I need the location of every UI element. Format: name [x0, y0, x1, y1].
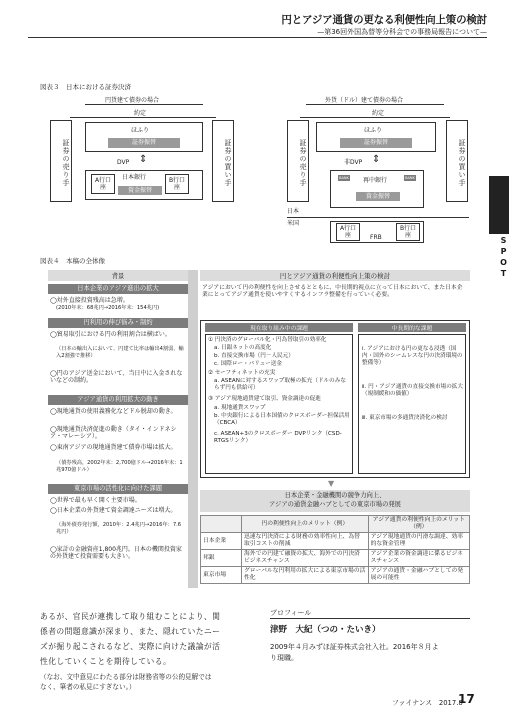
fig4-section-heading-2: 円利用の伸び悩み・制約	[48, 318, 188, 328]
table-row	[201, 567, 470, 584]
fig3-left-dvp-arrow-icon: ⇕	[139, 154, 148, 165]
fig3-frb: FRB	[370, 234, 382, 241]
fig4-current-item-8: b. 中央銀行による日本国債のクロスボーダー担保活用（CBCA）	[214, 413, 350, 426]
table-header-row	[201, 516, 470, 533]
table-row	[201, 550, 470, 567]
fig4-bottom-header-1: 日本企業・金融機関の競争力向上、	[284, 492, 386, 499]
figure4-title: 図表４ 本稿の全体像	[40, 257, 105, 265]
body-note-2: なく、筆者の私見にすぎない。）	[40, 683, 136, 691]
fig3-left-fund-transfer: 資金振替	[118, 186, 162, 195]
table-corner	[201, 516, 242, 533]
fig3-right-b-acct: B行口座	[396, 223, 420, 241]
fig3-right-bank-icon-left: BANK	[339, 176, 349, 180]
fig3-right-hofuri: ほふり	[364, 127, 383, 134]
fig4-long-item-1: ⅱ. 円・アジア通貨の直接交換市場の拡大（規制緩和の価値）	[362, 384, 463, 398]
table-cell: 迅速な円決済による財務の効率性向上、為替取引コストの削減	[242, 533, 369, 550]
fig4-section3-item2: ◯現地通貨決済促進の動き（タイ・インドネシア・マレーシア）。	[50, 426, 177, 441]
fig3-border-line	[287, 217, 469, 218]
figure3-title: 図表３ 日本における証券決済	[40, 83, 131, 91]
fig3-right-transfer: 証券振替	[340, 138, 412, 148]
footer-magazine: ファイナンス 2017.8	[392, 699, 463, 707]
fig4-current-item-3: c. 国際ロー・バリュー送金	[214, 361, 282, 367]
fig4-section2-item1: ◯貿易取引における円の利用割合は横ばい。	[50, 331, 171, 338]
fig3-left-b-acct: B行口座	[165, 174, 189, 194]
table-row-label: 東京市場	[201, 567, 242, 584]
fig4-down-arrow-icon: ▼	[328, 479, 335, 488]
fig4-policy-header: 円とアジア通貨の利便性向上策の検討	[200, 270, 470, 281]
body-note-1: （なお、文中意見にわたる部分は財務省等の公的見解では	[40, 673, 212, 681]
fig4-section4-item3: ◯家計の金融資産1,800兆円。日本の機関投資家の外貨建て投資需要も大きい。	[50, 546, 182, 561]
fig4-long-header: 中長期的な課題	[358, 323, 466, 332]
fig4-section3-item3: ◯東南アジアの現地通貨建て債券市場は拡大。	[50, 444, 177, 451]
fig4-section3-item1: ◯現地通貨の使用義務化などドル脱却の動き。	[50, 408, 177, 415]
page-subtitle: —第36回外国為替等分科会での事務局報告について—	[317, 28, 487, 36]
header-rule	[28, 37, 487, 38]
fig3-right-contract: 約定	[372, 110, 385, 117]
table-col2-header: アジア通貨の利便性向上のメリット（例）	[368, 516, 469, 533]
fig3-right-non-dvp: 非DVP	[344, 159, 363, 166]
fig4-long-item-2: ⅲ. 東京市場の多通貨決済化の検討	[362, 415, 448, 421]
profile-bio-1: 2009年４月みずほ証券株式会社入社。2016年８月よ	[270, 643, 439, 651]
fig4-section4-item2-sub: （海外債券発行額，2010年：2.4兆円→2016年：7.6兆円）	[56, 522, 182, 535]
fig4-section-heading-4: 東京市場の活性化に向けた課題	[48, 484, 188, 494]
fig3-right-contract-arrow	[300, 117, 450, 118]
fig4-bottom-header-2: アジアの通貨金融ハブとしての東京市場の発展	[269, 501, 401, 508]
table-row-label: 邦銀	[201, 550, 242, 567]
fig4-section-heading-3: アジア通貨の利用拡大の動き	[48, 395, 188, 405]
fig3-left-boj: 日本銀行	[122, 174, 147, 181]
table-row-label: 日本企業	[201, 533, 242, 550]
fig4-current-item-1: a. 日銀ネットの高度化	[214, 345, 272, 351]
fig3-right-buyer: 証券の買い手	[446, 120, 468, 202]
fig3-usa-label: 米国	[287, 220, 300, 227]
table-cell: アジアの通貨・金融ハブとしての発展の可能性	[368, 567, 469, 584]
fig3-left-seller: 証券の売り手	[50, 120, 72, 202]
fig3-right-bank-icon-right: BANK	[405, 176, 415, 180]
fig3-left-buyer: 証券の買い手	[212, 120, 234, 202]
fig4-section2-item1-sub: （日本の輸出入において、円建て比率は輸出4割弱、輸入2割強で推移）	[56, 346, 184, 359]
table-col1-header: 円の利便性向上のメリット（例）	[242, 516, 369, 533]
fig4-current-item-6: ③ アジア現地通貨建て取引、資金調達の促進	[208, 396, 321, 402]
table-cell: アジア現地通貨の円滑な調達、効率的な資金管理	[368, 533, 469, 550]
fig4-current-header: 現在取り組み中の課題	[205, 323, 353, 332]
fig4-current-item-7: a. 現地通貨スワップ	[214, 405, 266, 411]
fig3-japan-label: 日本	[287, 208, 300, 215]
fig4-section3-item3-sub: （債券残高，2002年末：2,700億ドル→2016年末：1兆970億ドル）	[56, 460, 183, 473]
body-line-2: 係者の問題意識が深まり、また、隠れていたニー	[40, 627, 221, 636]
profile-name: 津野 大紀（つの・たいき）	[270, 625, 381, 635]
fig3-right-dvp-arrow-icon: ⇕	[372, 154, 381, 165]
fig4-current-item-0: ① 円決済のグローバル化・円為替取引の効率化	[208, 337, 327, 343]
fig3-left-dvp: DVP	[117, 159, 130, 166]
fig4-current-item-4: ② セーフティネットの充実	[208, 370, 276, 376]
fig3-right-agent-bank: 再中銀行	[363, 177, 388, 184]
fig4-current-item-9: c. ASEAN+3のクロスボーダー DVPリンク（CSD-RTGSリンク）	[214, 431, 342, 444]
table-row	[201, 533, 470, 550]
fig3-right-seller: 証券の売り手	[287, 120, 309, 202]
fig3-left-hofuri: ほふり	[131, 127, 150, 134]
fig4-section1-item1-sub: (2010年末：68兆円→2016年末：154兆円)	[56, 305, 160, 311]
profile-label: プロフィール	[270, 609, 312, 617]
fig4-current-item-5: a. ASEANに対するスワップ取極の拡充（ドルのみならず円も供給可）	[214, 378, 346, 391]
fig4-long-item-0: ⅰ. アジアにおける円の更なる浸透（国内・国外のシームレスな円の決済環境の整備等）	[362, 346, 463, 367]
fig3-right-a-acct: A行口座	[336, 223, 360, 241]
fig4-section-heading-1: 日本企業のアジア進出の拡大	[48, 284, 188, 294]
fig4-policy-intro: アジアにおいて円の利便性を向上させるとともに、中長期的視点に立って日本において、また日本企業にとってアジア通貨を使いやすくするインフラ整備を行っていく必要。	[202, 285, 463, 299]
table-cell: グローバルな円利用の拡大による東京市場の活性化	[242, 567, 369, 584]
fig3-right-heading: 外貨（ドル）建て債券の場合	[325, 97, 404, 104]
fig3-left-contract-arrow	[70, 117, 216, 118]
fig4-flow-arrow	[188, 270, 198, 588]
table-cell: アジア企業の資金調達に係るビジネスチャンス	[368, 550, 469, 567]
side-tab-label: SPOT	[499, 236, 508, 280]
body-line-1: あるが、官民が連携して取り組むことにより、関	[40, 612, 221, 621]
side-tab-bar	[489, 176, 509, 234]
fig4-section2-item2: ◯円のアジア送金において、当日中に入金されないなどの制約。	[50, 370, 183, 385]
body-line-3: ズが掘り起こされるなど、実際に向けた議論が活	[40, 642, 221, 651]
profile-rule	[270, 618, 470, 619]
fig3-right-fund-transfer: 資金振替	[356, 192, 400, 201]
fig3-left-heading: 円貨建て債券の場合	[105, 97, 160, 104]
profile-bio-2: り現職。	[270, 654, 298, 662]
fig3-left-heading-rule	[85, 104, 203, 105]
fig3-left-a-acct: A行口座	[91, 174, 115, 194]
fig3-left-contract: 約定	[134, 110, 147, 117]
fig4-section1-item1: ◯対外直接投資残高は急増。	[50, 297, 129, 304]
fig4-section4-item1: ◯世界で最も早く開く主要市場。	[50, 497, 141, 504]
fig3-left-transfer: 証券振替	[108, 138, 180, 148]
table-cell: 海外での円建て融資の拡大、海外での円決済ビジネスチャンス	[242, 550, 369, 567]
page-number: 17	[458, 692, 475, 706]
fig4-merit-table	[200, 515, 470, 584]
fig4-current-item-2: b. 直接交換市場（円－人民元）	[214, 353, 294, 359]
fig4-bg-header: 背景	[48, 270, 188, 281]
page-title: 円とアジア通貨の更なる利便性向上策の検討	[281, 14, 487, 26]
fig4-section4-item2: ◯日本企業の外貨建て資金調達ニーズは増大。	[50, 507, 177, 514]
fig3-right-heading-rule	[306, 104, 444, 105]
body-line-4: 性化していくことを期待している。	[40, 657, 172, 666]
